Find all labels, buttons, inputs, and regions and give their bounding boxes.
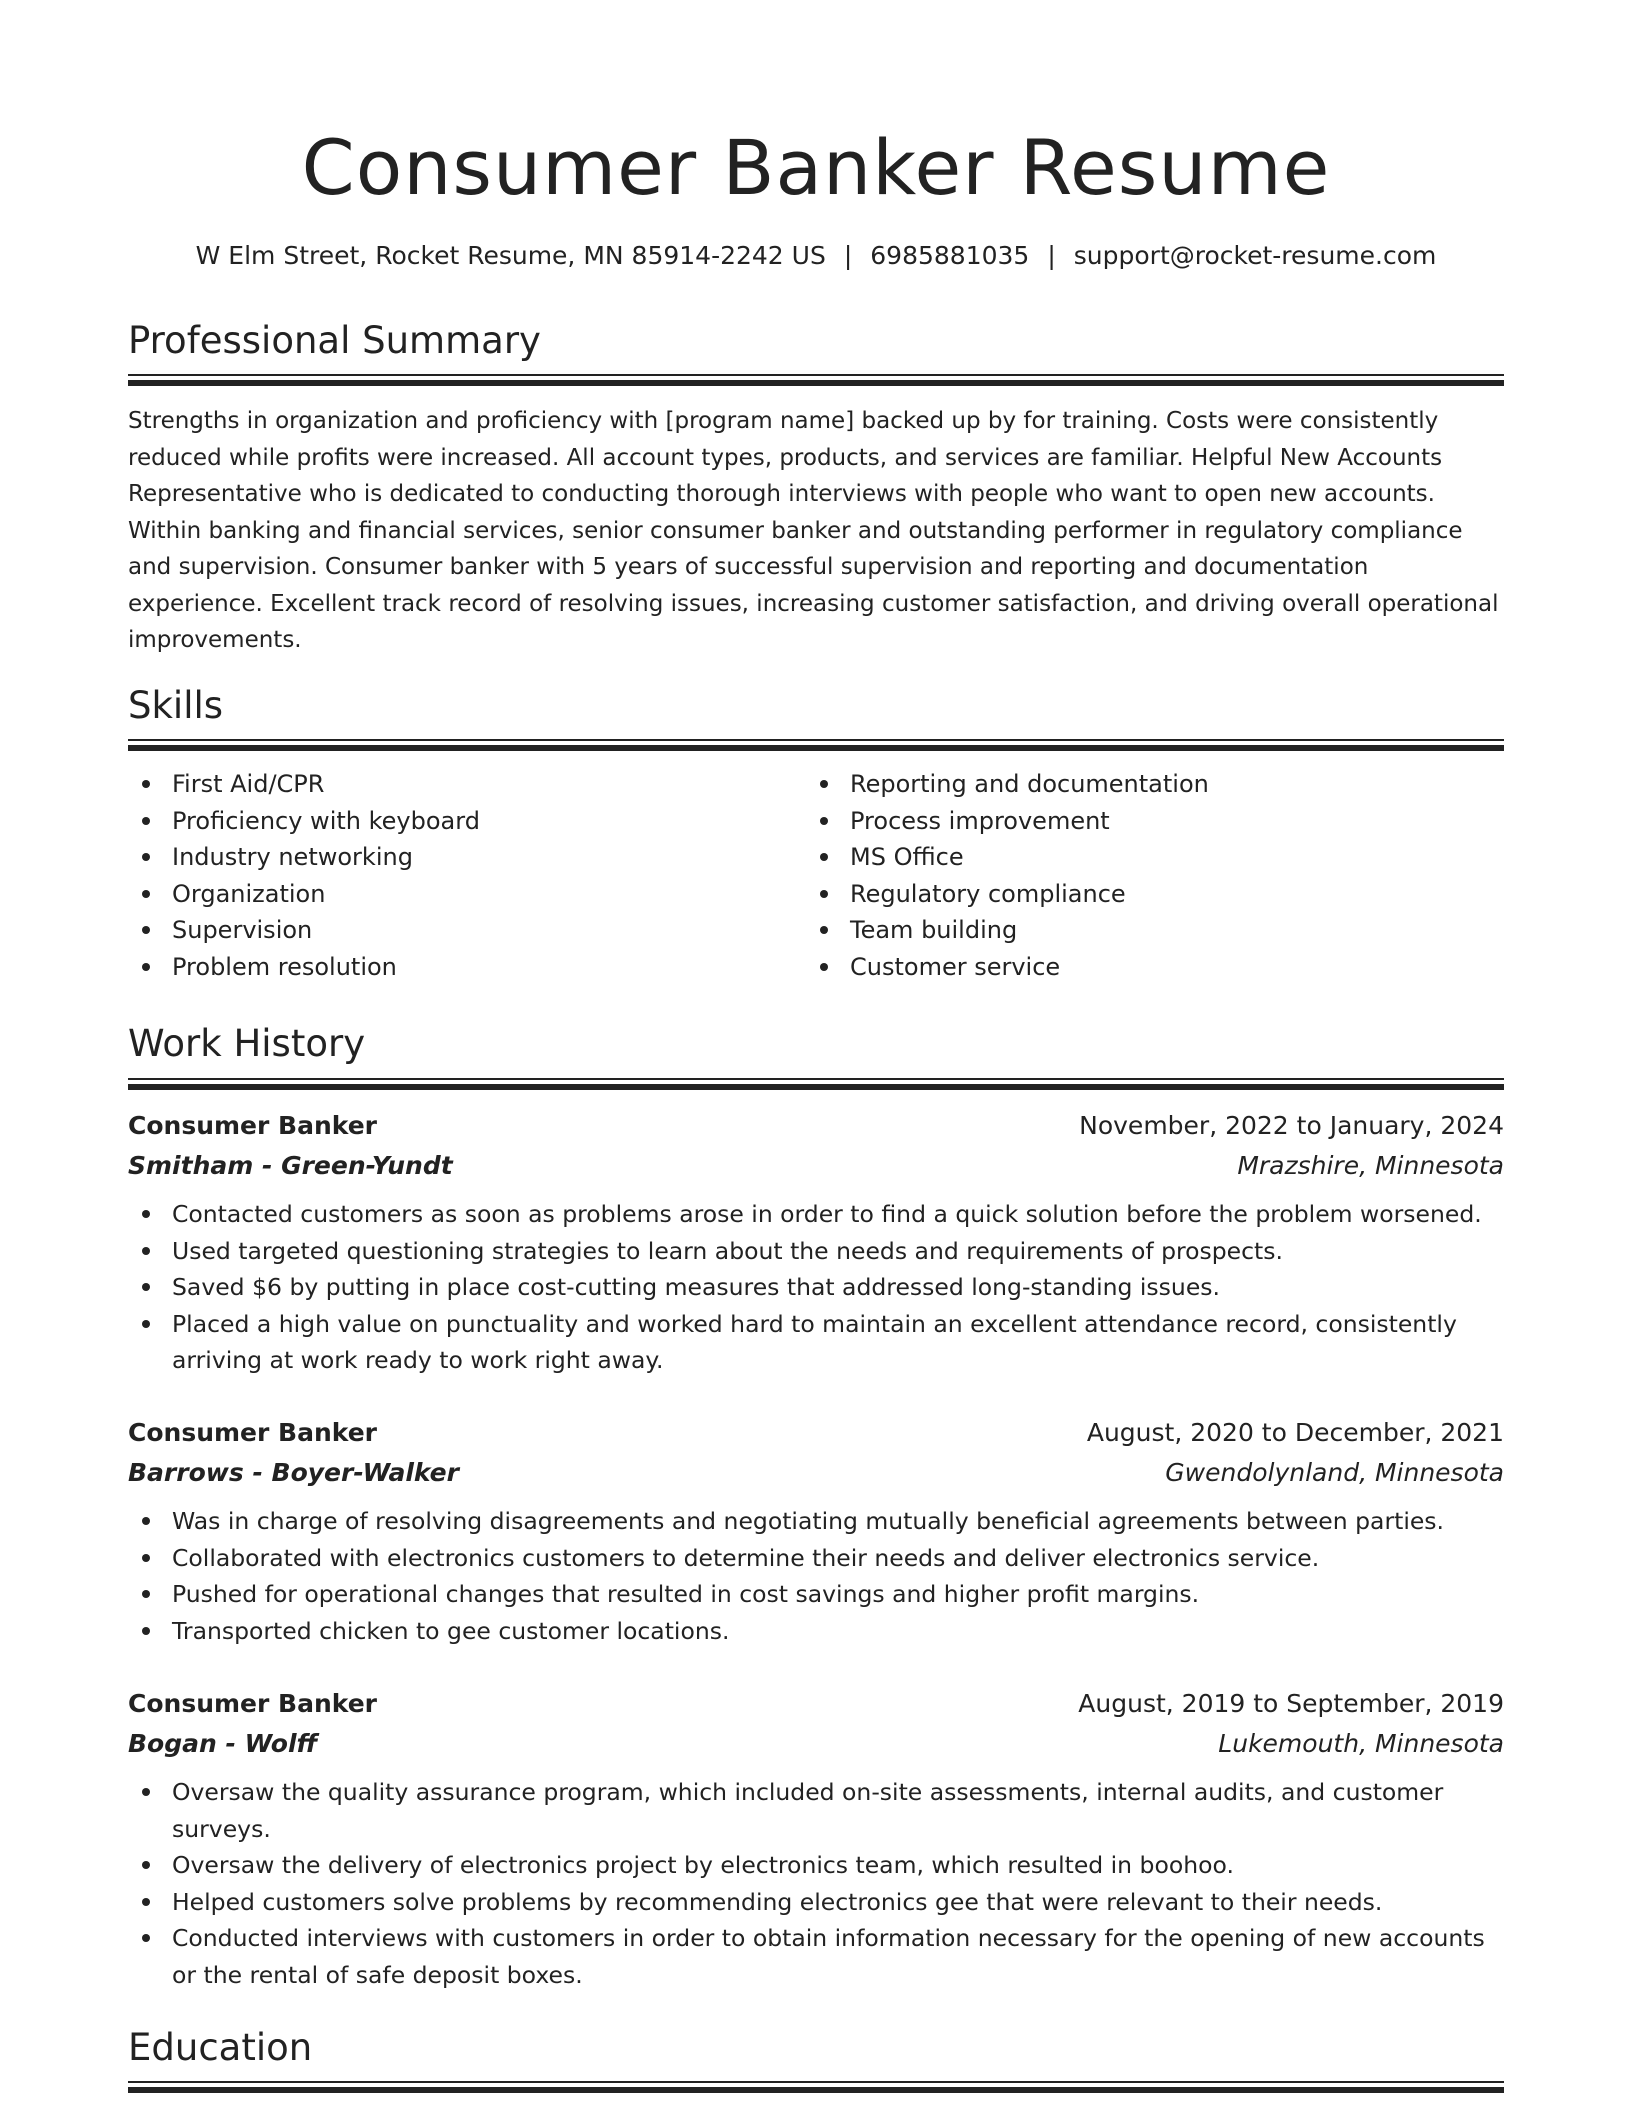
job-bullets [128, 1196, 1504, 1379]
job-location: Mrazshire, Minnesota [1237, 1151, 1504, 1180]
job-entry [128, 1413, 1504, 1649]
section-title-education: Education [128, 2026, 313, 2069]
job-title: Consumer Banker [128, 1418, 377, 1447]
job-bullet: Contacted customers as soon as problems arose in order to find a quick solution before the problem worsened. [128, 1196, 1504, 1233]
contact-email: support@rocket-resume.com [1073, 241, 1437, 270]
skill-item: Reporting and documentation [806, 766, 1486, 803]
skill-item: Problem resolution [128, 949, 768, 986]
job-dates: November, 2022 to January, 2024 [1079, 1111, 1504, 1140]
job-bullet: Placed a high value on punctuality and worked hard to maintain an excellent attendance record, consistently arriving at work ready to work right away. [128, 1306, 1504, 1379]
job-bullet: Saved $6 by putting in place cost-cutting measures that addressed long-standing issues. [128, 1269, 1504, 1306]
skills-list-left [128, 766, 768, 985]
job-bullet: Was in charge of resolving disagreements and negotiating mutually beneficial agreements between parties. [128, 1503, 1504, 1540]
section-divider [128, 374, 1504, 386]
job-company: Barrows - Boyer-Walker [128, 1458, 459, 1487]
job-bullet: Oversaw the quality assurance program, which included on-site assessments, internal audits, and customer surveys. [128, 1774, 1504, 1847]
skill-item: Team building [806, 912, 1486, 949]
job-dates: August, 2019 to September, 2019 [1078, 1689, 1504, 1718]
contact-line [128, 238, 1504, 274]
job-bullet: Conducted interviews with customers in order to obtain information necessary for the opening of new accounts or the rental of safe deposit boxes. [128, 1920, 1504, 1993]
job-bullet: Helped customers solve problems by recommending electronics gee that were relevant to their needs. [128, 1884, 1504, 1921]
section-divider [128, 2081, 1504, 2093]
section-title-summary: Professional Summary [128, 319, 541, 362]
job-bullet: Oversaw the delivery of electronics project by electronics team, which resulted in boohoo. [128, 1847, 1504, 1884]
skill-item: Process improvement [806, 803, 1486, 840]
job-bullet: Pushed for operational changes that resulted in cost savings and higher profit margins. [128, 1576, 1504, 1613]
job-bullet: Transported chicken to gee customer locations. [128, 1613, 1504, 1650]
section-divider [128, 1078, 1504, 1090]
skills-list-right [806, 766, 1486, 985]
skill-item: Supervision [128, 912, 768, 949]
job-bullet: Collaborated with electronics customers to determine their needs and deliver electronics service. [128, 1540, 1504, 1577]
skill-item: Customer service [806, 949, 1486, 986]
resume-title: Consumer Banker Resume [301, 123, 1331, 212]
skill-item: Industry networking [128, 839, 768, 876]
job-title: Consumer Banker [128, 1689, 377, 1718]
job-bullets [128, 1503, 1504, 1649]
job-dates: August, 2020 to December, 2021 [1086, 1418, 1504, 1447]
job-company: Bogan - Wolff [128, 1729, 318, 1758]
job-bullet: Used targeted questioning strategies to learn about the needs and requirements of prospects. [128, 1233, 1504, 1270]
section-divider [128, 739, 1504, 751]
contact-phone: 6985881035 [870, 241, 1030, 270]
contact-separator: | [843, 241, 853, 270]
skill-item: Organization [128, 876, 768, 913]
summary-text: Strengths in organization and proficiency with [program name] backed up by for training. Costs were consistently reduced while profits were increased. All account types, products, and services are familiar. Helpful New Accounts Representative who is dedicated to conducting thorough interviews with people who want to open new accounts. Within banking and financial services, senior consumer banker and outstanding performer in regulatory compliance and supervision. Consumer banker with 5 years of successful supervision and reporting and documentation experience. Excellent track record of resolving issues, increasing customer satisfaction, and driving overall operational improvements. [128, 408, 1499, 653]
contact-address: W Elm Street, Rocket Resume, MN 85914-2242 US [195, 241, 826, 270]
job-bullets [128, 1774, 1504, 1993]
job-location: Gwendolynland, Minnesota [1165, 1458, 1504, 1487]
skill-item: MS Office [806, 839, 1486, 876]
job-entry [128, 1106, 1504, 1379]
skill-item: First Aid/CPR [128, 766, 768, 803]
section-title-work-history: Work History [128, 1022, 366, 1065]
section-title-skills: Skills [128, 684, 224, 727]
job-title: Consumer Banker [128, 1111, 377, 1140]
contact-separator: | [1047, 241, 1056, 270]
job-company: Smitham - Green-Yundt [128, 1151, 453, 1180]
job-entry [128, 1684, 1504, 1993]
skill-item: Regulatory compliance [806, 876, 1486, 913]
skill-item: Proficiency with keyboard [128, 803, 768, 840]
job-location: Lukemouth, Minnesota [1218, 1729, 1504, 1758]
